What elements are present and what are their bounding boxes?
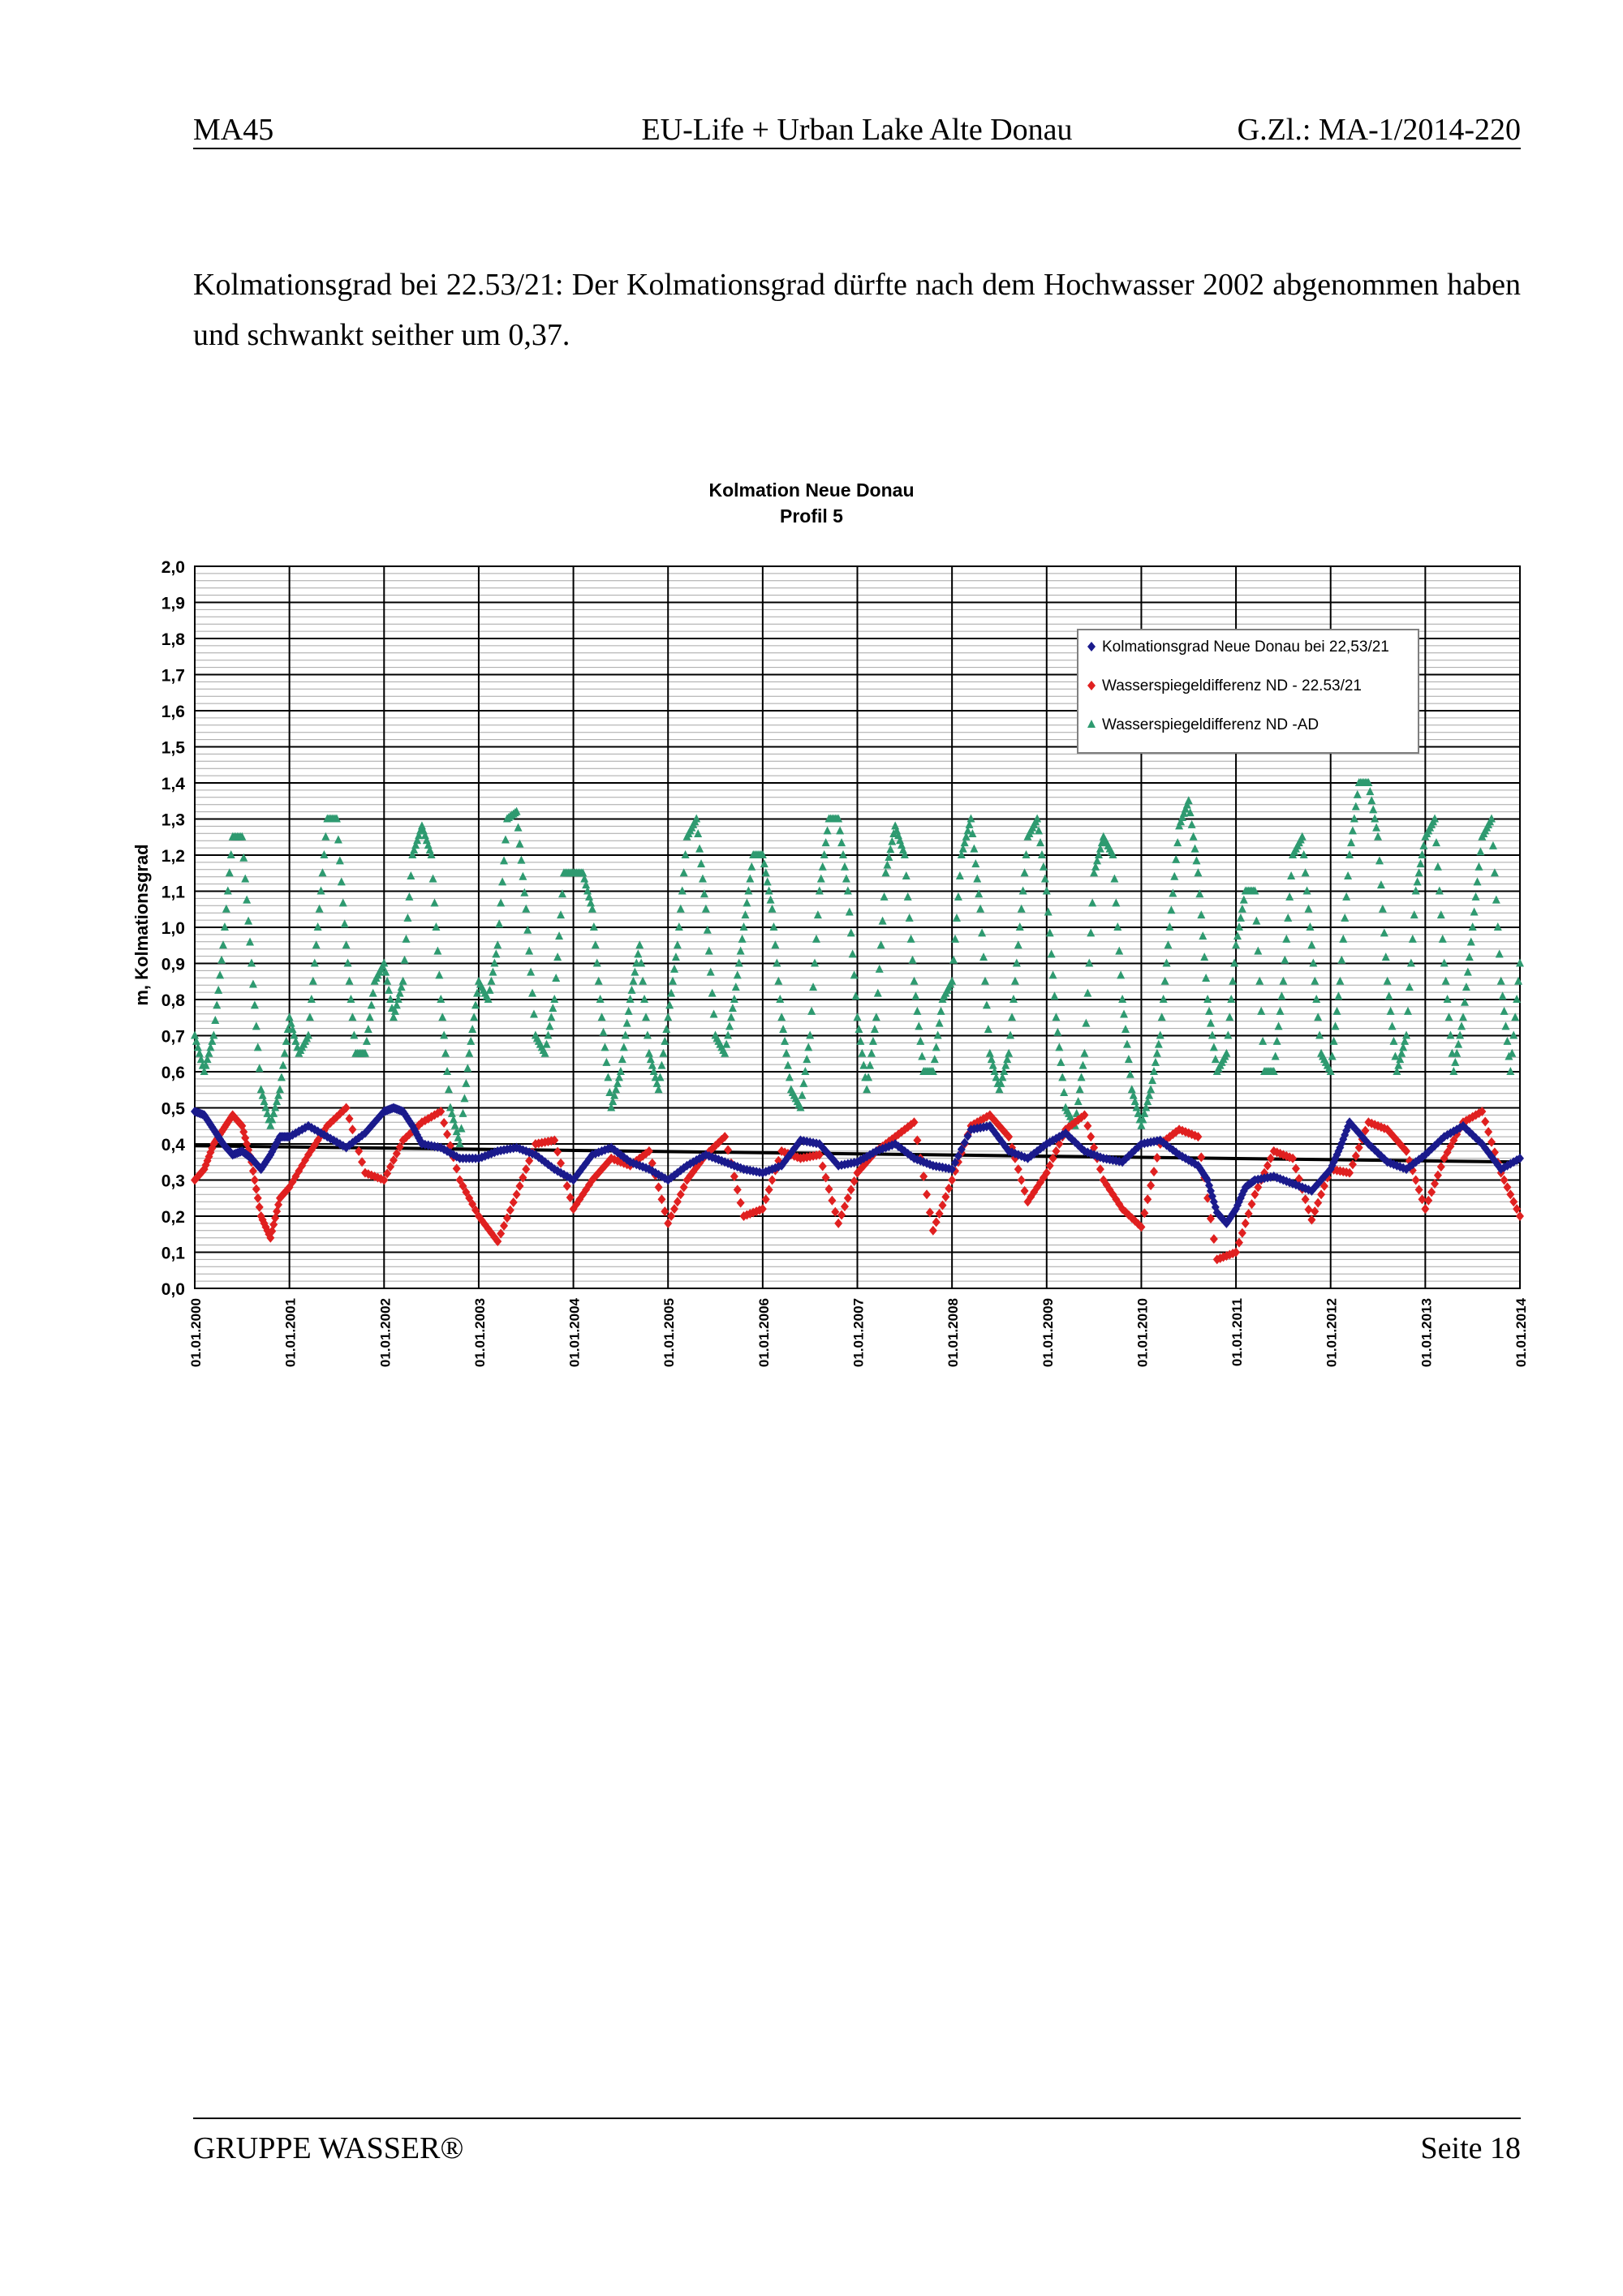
y-tick-label: 1,7 xyxy=(161,666,185,686)
legend-label: Kolmationsgrad Neue Donau bei 22,53/21 xyxy=(1102,638,1389,656)
y-tick-label: 1,8 xyxy=(161,630,185,649)
y-tick-label: 1,3 xyxy=(161,810,185,830)
y-tick-label: 0,4 xyxy=(161,1136,185,1154)
x-tick-label: 01.01.2004 xyxy=(566,1298,583,1368)
x-tick-label: 01.01.2014 xyxy=(1513,1298,1529,1368)
x-tick-label: 01.01.2009 xyxy=(1040,1298,1056,1368)
y-tick-label: 0,2 xyxy=(161,1208,185,1227)
footer-right: Seite 18 xyxy=(1420,2131,1521,2165)
y-tick-label: 0,9 xyxy=(161,955,185,974)
header-left: MA45 xyxy=(193,113,274,147)
x-tick-label: 01.01.2010 xyxy=(1134,1298,1151,1368)
y-tick-label: 1,2 xyxy=(161,847,185,866)
legend-label: Wasserspiegeldifferenz ND -AD xyxy=(1102,716,1319,733)
x-tick-label: 01.01.2011 xyxy=(1229,1298,1246,1367)
y-tick-label: 2,0 xyxy=(161,558,185,577)
header-center: EU-Life + Urban Lake Alte Donau xyxy=(641,113,1073,147)
page-footer xyxy=(193,2118,1521,2168)
x-tick-label: 01.01.2012 xyxy=(1324,1298,1340,1368)
y-tick-label: 0,6 xyxy=(161,1064,185,1082)
y-tick-label: 1,4 xyxy=(161,775,185,793)
x-tick-label: 01.01.2002 xyxy=(377,1298,394,1368)
y-tick-label: 0,5 xyxy=(161,1099,185,1119)
y-tick-label: 0,8 xyxy=(161,991,185,1010)
x-tick-label: 01.01.2000 xyxy=(188,1298,204,1368)
x-tick-label: 01.01.2001 xyxy=(282,1298,299,1368)
footer-left: GRUPPE WASSER® xyxy=(193,2131,464,2165)
y-tick-label: 1,5 xyxy=(161,738,185,758)
x-tick-label: 01.01.2008 xyxy=(945,1298,962,1368)
header-right: G.Zl.: MA-1/2014-220 xyxy=(1237,113,1521,147)
x-tick-label: 01.01.2006 xyxy=(756,1298,772,1368)
y-tick-label: 0,7 xyxy=(161,1027,185,1047)
x-tick-label: 01.01.2007 xyxy=(850,1298,867,1368)
y-tick-label: 1,0 xyxy=(161,919,185,938)
legend-label: Wasserspiegeldifferenz ND - 22.53/21 xyxy=(1102,677,1362,694)
x-tick-label: 01.01.2003 xyxy=(471,1298,488,1368)
x-tick-label: 01.01.2005 xyxy=(661,1298,678,1368)
y-tick-label: 0,0 xyxy=(161,1280,185,1299)
y-tick-label: 0,3 xyxy=(161,1172,185,1191)
y-tick-label: 1,9 xyxy=(161,594,185,613)
y-axis-label: m, Kolmationsgrad xyxy=(131,844,152,1006)
y-tick-label: 1,1 xyxy=(161,883,185,902)
y-tick-label: 0,1 xyxy=(161,1244,185,1263)
y-tick-label: 1,6 xyxy=(161,703,185,721)
chart-title: Kolmation Neue Donau xyxy=(708,479,915,501)
chart-subtitle: Profil 5 xyxy=(780,505,843,527)
chart-legend xyxy=(1078,630,1419,753)
x-tick-label: 01.01.2013 xyxy=(1419,1298,1435,1368)
body-paragraph: Kolmationsgrad bei 22.53/21: Der Kolmationsgrad dürfte nach dem Hochwasser 2002 abgenommen haben und schwankt seither um 0,37. xyxy=(193,268,1521,352)
